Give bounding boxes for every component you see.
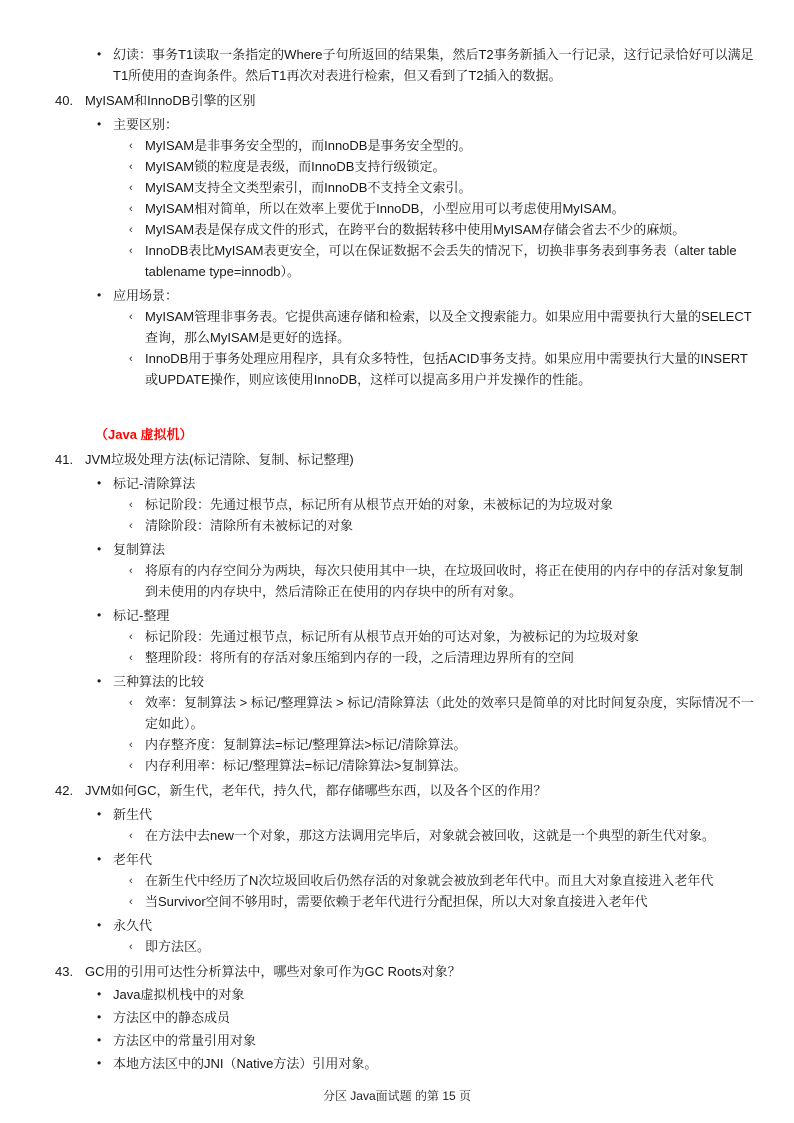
question-42	[0, 780, 755, 801]
list-item-text: MyISAM表是保存成文件的形式，在跨平台的数据转移中使用MyISAM存储会省去不少的麻烦。	[145, 222, 686, 237]
question-title: GC用的引用可达性分析算法中，哪些对象可作为GC Roots对象？	[85, 964, 461, 979]
list-item	[0, 1007, 755, 1028]
list-item-text: MyISAM锁的粒度是表级，而InnoDB支持行级锁定。	[145, 159, 446, 174]
list-item	[0, 240, 755, 282]
list-item	[0, 605, 755, 626]
list-item	[0, 734, 755, 755]
list-item-text: 应用场景：	[113, 288, 179, 303]
list-item	[0, 473, 755, 494]
list-item-text: 主要区别：	[113, 117, 179, 132]
list-item	[0, 494, 755, 515]
list-item	[0, 891, 755, 912]
list-item-text: 整理阶段：将所有的存活对象压缩到内存的一段，之后清理边界所有的空间	[145, 650, 575, 665]
list-item	[0, 755, 755, 776]
list-item-text: 老年代	[113, 852, 153, 867]
sub-bullet-icon: ‹	[129, 203, 133, 215]
list-item-text: 内存整齐度：复制算法=标记/整理算法>标记/清除算法。	[145, 737, 467, 752]
question-number: 43.	[55, 964, 74, 979]
bullet-icon: •	[97, 608, 102, 622]
sub-bullet-icon: ‹	[129, 697, 133, 709]
sub-bullet-icon: ‹	[129, 875, 133, 887]
question-title: MyISAM和InnoDB引擎的区别	[85, 93, 256, 108]
bullet-icon: •	[97, 1056, 102, 1070]
sub-bullet-icon: ‹	[129, 161, 133, 173]
list-item-text: 在新生代中经历了N次垃圾回收后仍然存活的对象就会被放到老年代中。而且大对象直接进入老年代	[145, 873, 714, 888]
list-item-text: 即方法区。	[145, 939, 211, 954]
list-item	[0, 219, 755, 240]
bullet-icon: •	[97, 674, 102, 688]
bullet-icon: •	[97, 987, 102, 1001]
section-heading-jvm: （Java 虚拟机）	[95, 427, 193, 442]
list-item-text: 三种算法的比较	[113, 674, 205, 689]
question-43	[0, 961, 755, 982]
list-item	[0, 1030, 755, 1051]
page-footer: 分区 Java面试题 的第 15 页	[322, 1089, 472, 1103]
list-item-text: 清除阶段：清除所有未被标记的对象	[145, 518, 354, 533]
bullet-icon: •	[97, 918, 102, 932]
list-item-text: InnoDB表比MyISAM表更安全，可以在保证数据不会丢失的情况下，切换非事务表到事务表（alter table tablename type=innodb）。	[145, 243, 737, 279]
list-item-text: InnoDB用于事务处理应用程序，具有众多特性，包括ACID事务支持。如果应用中需要执行大量的INSERT或UPDATE操作，则应该使用InnoDB，这样可以提高多用户并发操作的性能。	[145, 351, 748, 387]
bullet-icon: •	[97, 476, 102, 490]
list-item	[0, 348, 755, 390]
list-item-text: 本地方法区中的JNI（Native方法）引用对象。	[113, 1056, 378, 1071]
list-item-text: 标记阶段：先通过根节点，标记所有从根节点开始的可达对象，为被标记的为垃圾对象	[145, 629, 640, 644]
list-item-text: MyISAM是非事务安全型的，而InnoDB是事务安全型的。	[145, 138, 472, 153]
bullet-icon: •	[97, 288, 102, 302]
sub-bullet-icon: ‹	[129, 353, 133, 365]
list-item	[0, 626, 755, 647]
list-item-text: MyISAM管理非事务表。它提供高速存储和检索，以及全文搜索能力。如果应用中需要执行大量的SELECT查询，那么MyISAM是更好的选择。	[145, 309, 752, 345]
list-item	[0, 515, 755, 536]
question-41	[0, 449, 755, 470]
sub-bullet-icon: ‹	[129, 896, 133, 908]
sub-bullet-icon: ‹	[129, 311, 133, 323]
list-item	[0, 285, 755, 306]
list-item	[0, 915, 755, 936]
bullet-icon: •	[97, 1010, 102, 1024]
list-item-text: 新生代	[113, 807, 153, 822]
bullet-icon: •	[97, 1033, 102, 1047]
list-item	[0, 177, 755, 198]
sub-bullet-icon: ‹	[129, 520, 133, 532]
sub-bullet-icon: ‹	[129, 830, 133, 842]
list-item	[0, 114, 755, 135]
question-40	[0, 90, 755, 111]
sub-bullet-icon: ‹	[129, 182, 133, 194]
list-item	[0, 306, 755, 348]
question-title: JVM如何GC，新生代，老年代，持久代，都存储哪些东西，以及各个区的作用？	[85, 783, 547, 798]
list-item-text: 幻读：事务T1读取一条指定的Where子句所返回的结果集，然后T2事务新插入一行记录，这行记录恰好可以满足T1所使用的查询条件。然后T1再次对表进行检索，但又看到了T2插入的数据。	[113, 47, 754, 83]
list-item-text: MyISAM相对简单，所以在效率上要优于InnoDB，小型应用可以考虑使用MyISAM。	[145, 201, 625, 216]
list-item-text: 效率：复制算法 > 标记/整理算法 > 标记/清除算法（此处的效率只是简单的对比时间复杂度，实际情况不一定如此）。	[145, 695, 754, 731]
list-item	[0, 198, 755, 219]
list-item-text: MyISAM支持全文类型索引，而InnoDB不支持全文索引。	[145, 180, 472, 195]
bullet-icon: •	[97, 807, 102, 821]
sub-bullet-icon: ‹	[129, 652, 133, 664]
list-item	[0, 156, 755, 177]
list-item	[0, 984, 755, 1005]
list-item-text: Java虚拟机栈中的对象	[113, 987, 245, 1002]
sub-bullet-icon: ‹	[129, 245, 133, 257]
sub-bullet-icon: ‹	[129, 760, 133, 772]
list-item-text: 内存利用率：标记/整理算法=标记/清除算法>复制算法。	[145, 758, 467, 773]
bullet-icon: •	[97, 117, 102, 131]
sub-bullet-icon: ‹	[129, 499, 133, 511]
list-item	[0, 647, 755, 668]
list-item-text: 将原有的内存空间分为两块，每次只使用其中一块，在垃圾回收时，将正在使用的内存中的存活对象复制到未使用的内存块中，然后清除正在使用的内存块中的所有对象。	[145, 563, 744, 599]
list-item-text: 方法区中的常量引用对象	[113, 1033, 257, 1048]
bullet-icon: •	[97, 47, 102, 61]
list-item-text: 方法区中的静态成员	[113, 1010, 231, 1025]
sub-bullet-icon: ‹	[129, 941, 133, 953]
question-title: JVM垃圾处理方法(标记清除、复制、标记整理)	[85, 452, 354, 467]
list-item-text: 永久代	[113, 918, 153, 933]
list-item-text: 当Survivor空间不够用时，需要依赖于老年代进行分配担保，所以大对象直接进入老年代	[145, 894, 648, 909]
list-item	[0, 936, 755, 957]
sub-bullet-icon: ‹	[129, 565, 133, 577]
list-item	[0, 560, 755, 602]
list-item	[0, 44, 755, 86]
list-item-text: 标记-清除算法	[113, 476, 196, 491]
list-item	[0, 135, 755, 156]
sub-bullet-icon: ‹	[129, 739, 133, 751]
list-item	[0, 870, 755, 891]
list-item	[0, 804, 755, 825]
sub-bullet-icon: ‹	[129, 631, 133, 643]
list-item	[0, 692, 755, 734]
list-item	[0, 539, 755, 560]
question-number: 42.	[55, 783, 74, 798]
list-item	[0, 671, 755, 692]
question-number: 41.	[55, 452, 74, 467]
list-item	[0, 1053, 755, 1074]
list-item-text: 标记阶段：先通过根节点，标记所有从根节点开始的对象，未被标记的为垃圾对象	[145, 497, 614, 512]
sub-bullet-icon: ‹	[129, 140, 133, 152]
list-item	[0, 849, 755, 870]
list-item-text: 复制算法	[113, 542, 166, 557]
list-item	[0, 825, 755, 846]
list-item-text: 在方法中去new一个对象，那这方法调用完毕后，对象就会被回收，这就是一个典型的新生代对象。	[145, 828, 715, 843]
bullet-icon: •	[97, 852, 102, 866]
sub-bullet-icon: ‹	[129, 224, 133, 236]
question-number: 40.	[55, 93, 74, 108]
list-item-text: 标记-整理	[113, 608, 170, 623]
bullet-icon: •	[97, 542, 102, 556]
